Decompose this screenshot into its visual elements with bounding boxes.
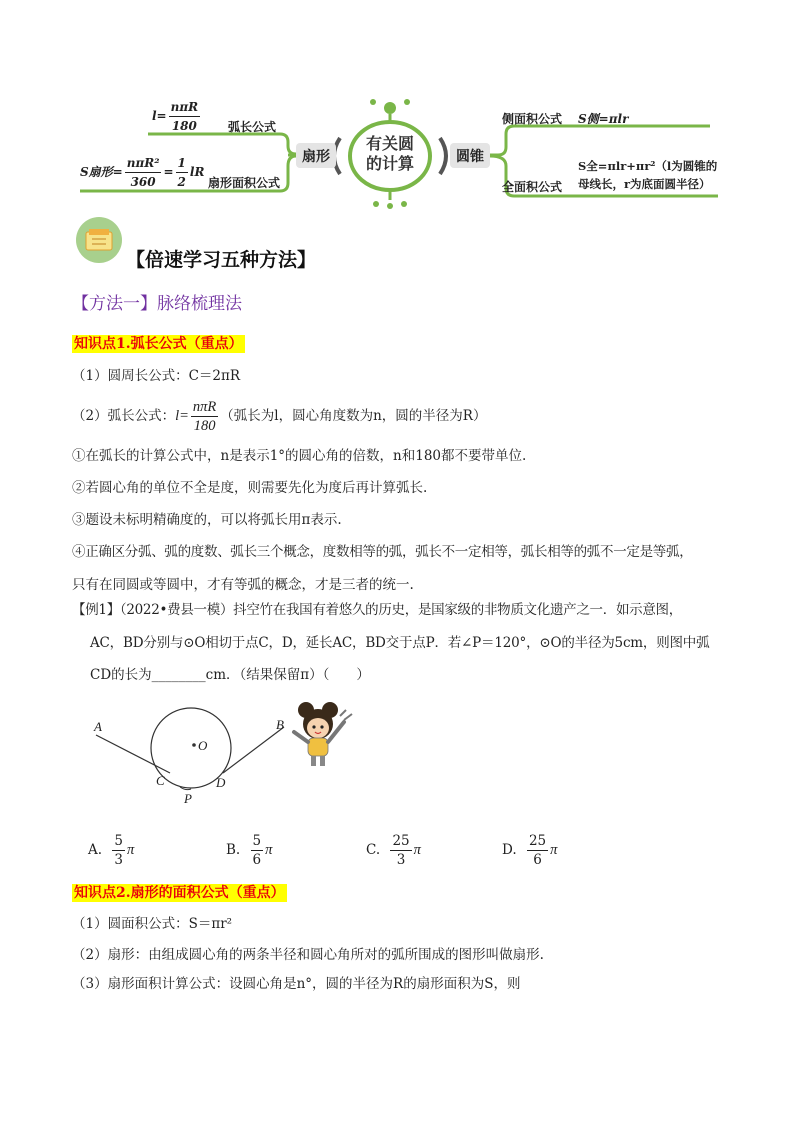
mind-map — [70, 96, 730, 218]
branch-right: 圆锥 — [456, 149, 484, 165]
kp1-title: 知识点1.弧长公式（重点） — [74, 336, 243, 352]
page-heading: 【倍速学习五种方法】 — [126, 249, 317, 271]
kp1-note-4a: ④正确区分弧、弧的度数、弧长三个概念，度数相等的弧，弧长不一定相等，弧长相等的弧不一定是等弧， — [72, 544, 693, 560]
total-formula-1: S全=πlr+πr²（l为圆锥的 — [578, 159, 718, 173]
example-line-2: AC，BD分别与⊙O相切于点C，D，延长AC，BD交于点P．若∠P＝120°，⊙O的半径为5cm，则图中弧 — [90, 635, 710, 651]
kp1-p2: （2）弧长公式：l= $\frac{\text{nπR}}{180}$ （弧长为l，圆心角度数为n，圆的半径为R） — [72, 399, 487, 434]
label-P: P — [184, 791, 192, 806]
branch-left: 扇形 — [302, 149, 330, 165]
kp1-note-1: ①在弧长的计算公式中，n是表示1°的圆心角的倍数，n和180都不要带单位. — [72, 448, 527, 464]
notebook-icon — [76, 217, 122, 263]
arc-label: 弧长公式 — [228, 120, 277, 134]
kp2-p2: （2）扇形：由组成圆心角的两条半径和圆心角所对的弧所围成的图形叫做扇形. — [72, 947, 544, 963]
side-formula: S侧=πlr — [578, 112, 629, 126]
arc-formula: l= $\frac{\text{nπR}}{180}$ — [152, 100, 199, 133]
kp2-p3: （3）扇形面积计算公式：设圆心角是n°，圆的半径为R的扇形面积为S，则 — [72, 976, 521, 992]
label-O: O — [198, 738, 208, 753]
choice-d[interactable]: D. $\frac{25}{6}$ π — [502, 833, 558, 868]
choice-c[interactable]: C. $\frac{25}{3}$ π — [366, 833, 421, 868]
heading-icon — [76, 217, 122, 263]
center-line-1: 有关圆 — [365, 134, 414, 153]
label-B: B — [276, 717, 284, 732]
kp1-note-4b: 只有在同圆或等圆中，才有等弧的概念，才是三者的统一. — [72, 577, 414, 593]
center-line-2: 的计算 — [365, 154, 414, 173]
kp2-p1: （1）圆面积公式：S＝πr² — [72, 916, 233, 932]
choice-b[interactable]: B. $\frac{5}{6}$ π — [226, 833, 273, 868]
example-line-3: CD的长为________cm．（结果保留π）（ ） — [90, 667, 370, 683]
tangent-circle-diagram — [88, 705, 298, 815]
kp1-p1: （1）圆周长公式：C＝2πR — [72, 368, 241, 384]
example-line-1: 【例1】（2022•费县一模）抖空竹在我国有着悠久的历史，是国家级的非物质文化遗产之一．如示意图， — [72, 602, 682, 618]
cartoon-girl — [286, 700, 358, 772]
total-formula-2: 母线长，r为底面圆半径） — [578, 177, 711, 191]
sector-formula: S扇形= $\frac{\text{nπR²}}{360}$ = $\frac{1}{2}$ lR — [80, 156, 205, 189]
choices-row — [88, 832, 608, 872]
kp1-note-2: ②若圆心角的单位不全是度，则需要先化为度后再计算弧长. — [72, 480, 428, 496]
label-D: D — [216, 775, 226, 790]
kp1-note-3: ③题设未标明精确度的，可以将弧长用π表示. — [72, 512, 342, 528]
geometry-figure — [88, 705, 298, 815]
cartoon-girl-icon — [286, 700, 358, 772]
center-text — [358, 134, 422, 174]
choice-a[interactable]: A. $\frac{5}{3}$ π — [88, 833, 135, 868]
total-label: 全面积公式 — [502, 180, 563, 194]
side-label: 侧面积公式 — [502, 112, 563, 126]
method-one-title: 【方法一】脉络梳理法 — [72, 294, 242, 314]
label-C: C — [156, 773, 165, 788]
kp2-title: 知识点2.扇形的面积公式（重点） — [74, 885, 285, 901]
sector-label: 扇形面积公式 — [208, 176, 281, 190]
label-A: A — [94, 719, 102, 734]
